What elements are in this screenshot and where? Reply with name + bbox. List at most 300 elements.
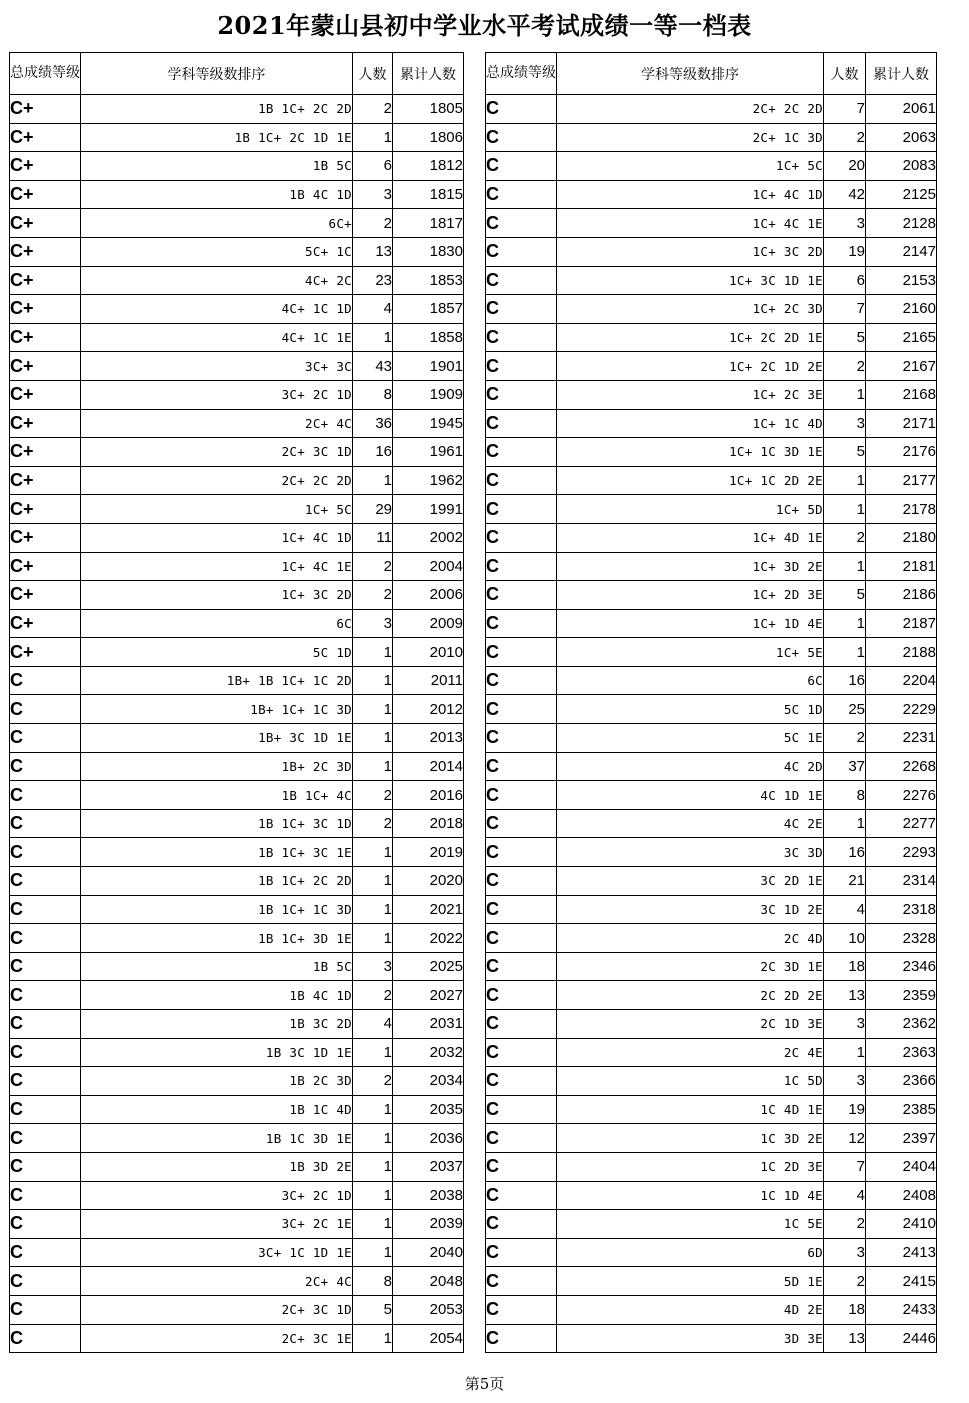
cell-grade: C+ xyxy=(10,352,81,381)
cell-grade: C+ xyxy=(10,523,81,552)
cell-grade: C+ xyxy=(10,123,81,152)
cell-count: 1 xyxy=(353,1238,393,1267)
cell-count: 3 xyxy=(353,609,393,638)
cell-count: 42 xyxy=(824,180,866,209)
cell-cumulative: 2053 xyxy=(393,1295,464,1324)
cell-combo: 1C+ 5C xyxy=(81,495,353,524)
cell-count: 4 xyxy=(824,1181,866,1210)
cell-combo: 1B 5C xyxy=(81,952,353,981)
cell-cumulative: 2176 xyxy=(866,438,937,467)
cell-combo: 1C 3D 2E xyxy=(557,1124,824,1153)
cell-count: 2 xyxy=(353,981,393,1010)
cell-grade: C xyxy=(10,1152,81,1181)
table-row xyxy=(10,1210,464,1239)
cell-combo: 6C+ xyxy=(81,209,353,238)
table-row xyxy=(486,438,937,467)
cell-grade: C+ xyxy=(10,95,81,124)
cell-grade: C xyxy=(486,638,557,667)
table-row xyxy=(486,724,937,753)
cell-grade: C xyxy=(10,1210,81,1239)
cell-count: 8 xyxy=(824,781,866,810)
cell-combo: 1B+ 1B 1C+ 1C 2D xyxy=(81,666,353,695)
table-row xyxy=(486,1295,937,1324)
cell-grade: C xyxy=(486,981,557,1010)
cell-count: 12 xyxy=(824,1124,866,1153)
table-row xyxy=(486,152,937,181)
cell-grade: C+ xyxy=(10,209,81,238)
cell-combo: 3C 2D 1E xyxy=(557,867,824,896)
cell-count: 1 xyxy=(824,380,866,409)
cell-count: 1 xyxy=(353,1324,393,1353)
cell-combo: 1B 4C 1D xyxy=(81,981,353,1010)
cell-combo: 5C 1D xyxy=(557,695,824,724)
cell-grade: C+ xyxy=(10,152,81,181)
table-row xyxy=(486,1067,937,1096)
cell-grade: C xyxy=(486,1295,557,1324)
cell-combo: 1B 1C+ 2C 1D 1E xyxy=(81,123,353,152)
cell-cumulative: 2002 xyxy=(393,523,464,552)
cell-combo: 1C+ 3C 2D xyxy=(81,581,353,610)
table-row xyxy=(486,838,937,867)
table-row xyxy=(486,495,937,524)
cell-count: 3 xyxy=(353,952,393,981)
cell-grade: C xyxy=(486,180,557,209)
cell-count: 5 xyxy=(824,581,866,610)
table-row xyxy=(486,695,937,724)
header-count: 人数 xyxy=(353,53,393,95)
cell-grade: C xyxy=(10,809,81,838)
cell-combo: 1B 1C+ 3C 1D xyxy=(81,809,353,838)
cell-cumulative: 2446 xyxy=(866,1324,937,1353)
cell-combo: 1B 1C+ 2C 2D xyxy=(81,95,353,124)
cell-count: 16 xyxy=(353,438,393,467)
cell-combo: 1C+ 2C 1D 2E xyxy=(557,352,824,381)
table-row xyxy=(10,1181,464,1210)
header-cumulative: 累计人数 xyxy=(866,53,937,95)
cell-cumulative: 2181 xyxy=(866,552,937,581)
grade-table-right xyxy=(485,52,937,1353)
cell-cumulative: 2160 xyxy=(866,295,937,324)
cell-combo: 2C 4D xyxy=(557,924,824,953)
table-row xyxy=(10,724,464,753)
cell-cumulative: 2363 xyxy=(866,1038,937,1067)
header-count: 人数 xyxy=(824,53,866,95)
cell-combo: 1C+ 4C 1D xyxy=(81,523,353,552)
page-number: 第5页 xyxy=(464,1375,505,1393)
cell-grade: C+ xyxy=(10,409,81,438)
cell-cumulative: 2167 xyxy=(866,352,937,381)
cell-grade: C xyxy=(486,495,557,524)
cell-cumulative: 2186 xyxy=(866,581,937,610)
cell-grade: C+ xyxy=(10,266,81,295)
cell-cumulative: 2268 xyxy=(866,752,937,781)
table-row xyxy=(486,1152,937,1181)
cell-grade: C xyxy=(486,466,557,495)
cell-grade: C xyxy=(10,1010,81,1039)
cell-combo: 1B 1C+ 1C 3D xyxy=(81,895,353,924)
table-row xyxy=(10,1152,464,1181)
cell-cumulative: 2385 xyxy=(866,1095,937,1124)
cell-grade: C xyxy=(486,352,557,381)
cell-combo: 1C+ 2C 3E xyxy=(557,380,824,409)
table-row xyxy=(486,295,937,324)
table-row xyxy=(10,1295,464,1324)
cell-cumulative: 2187 xyxy=(866,609,937,638)
cell-cumulative: 2020 xyxy=(393,867,464,896)
cell-count: 19 xyxy=(824,237,866,266)
cell-cumulative: 1812 xyxy=(393,152,464,181)
cell-count: 6 xyxy=(824,266,866,295)
cell-combo: 4C+ 2C xyxy=(81,266,353,295)
cell-cumulative: 2037 xyxy=(393,1152,464,1181)
table-row xyxy=(10,695,464,724)
table-row xyxy=(10,867,464,896)
cell-cumulative: 2013 xyxy=(393,724,464,753)
cell-combo: 1B 5C xyxy=(81,152,353,181)
cell-cumulative: 1815 xyxy=(393,180,464,209)
cell-combo: 5C 1D xyxy=(81,638,353,667)
cell-grade: C xyxy=(486,1124,557,1153)
cell-combo: 1C+ 2C 2D 1E xyxy=(557,323,824,352)
cell-count: 4 xyxy=(824,895,866,924)
cell-grade: C xyxy=(486,1067,557,1096)
cell-grade: C xyxy=(486,838,557,867)
cell-count: 1 xyxy=(353,867,393,896)
cell-cumulative: 2061 xyxy=(866,95,937,124)
cell-combo: 1C+ 3D 2E xyxy=(557,552,824,581)
cell-count: 2 xyxy=(353,581,393,610)
cell-combo: 1C+ 2C 3D xyxy=(557,295,824,324)
cell-combo: 2C+ 3C 1D xyxy=(81,438,353,467)
cell-count: 1 xyxy=(353,924,393,953)
table-row xyxy=(10,809,464,838)
cell-count: 1 xyxy=(353,323,393,352)
cell-count: 1 xyxy=(353,666,393,695)
table-row xyxy=(486,581,937,610)
cell-grade: C+ xyxy=(10,438,81,467)
cell-grade: C xyxy=(486,609,557,638)
table-row xyxy=(486,180,937,209)
table-row xyxy=(10,495,464,524)
cell-cumulative: 1961 xyxy=(393,438,464,467)
table-row xyxy=(486,1238,937,1267)
table-row xyxy=(486,809,937,838)
cell-grade: C xyxy=(486,1152,557,1181)
table-row xyxy=(486,1038,937,1067)
table-row xyxy=(486,1267,937,1296)
cell-grade: C xyxy=(10,1095,81,1124)
cell-combo: 1C+ 4C 1E xyxy=(557,209,824,238)
cell-count: 1 xyxy=(353,695,393,724)
table-row xyxy=(10,1124,464,1153)
cell-combo: 6C xyxy=(81,609,353,638)
cell-count: 37 xyxy=(824,752,866,781)
cell-combo: 1B 1C+ 3C 1E xyxy=(81,838,353,867)
cell-count: 2 xyxy=(824,352,866,381)
cell-combo: 3C+ 2C 1D xyxy=(81,380,353,409)
table-row xyxy=(486,323,937,352)
cell-combo: 1C+ 5D xyxy=(557,495,824,524)
cell-grade: C+ xyxy=(10,323,81,352)
cell-cumulative: 2413 xyxy=(866,1238,937,1267)
cell-count: 1 xyxy=(353,123,393,152)
table-row xyxy=(486,352,937,381)
cell-grade: C+ xyxy=(10,180,81,209)
cell-cumulative: 2010 xyxy=(393,638,464,667)
cell-combo: 5D 1E xyxy=(557,1267,824,1296)
table-row xyxy=(10,237,464,266)
cell-grade: C+ xyxy=(10,581,81,610)
cell-grade: C xyxy=(486,666,557,695)
cell-count: 3 xyxy=(824,409,866,438)
cell-combo: 1C+ 4C 1D xyxy=(557,180,824,209)
cell-combo: 2C+ 4C xyxy=(81,409,353,438)
cell-count: 7 xyxy=(824,1152,866,1181)
cell-cumulative: 2021 xyxy=(393,895,464,924)
cell-cumulative: 2012 xyxy=(393,695,464,724)
table-row xyxy=(10,1067,464,1096)
cell-count: 29 xyxy=(353,495,393,524)
cell-grade: C xyxy=(10,924,81,953)
cell-grade: C xyxy=(486,895,557,924)
cell-combo: 1C+ 5E xyxy=(557,638,824,667)
cell-count: 7 xyxy=(824,95,866,124)
cell-combo: 1B 3C 2D xyxy=(81,1010,353,1039)
cell-cumulative: 1806 xyxy=(393,123,464,152)
cell-cumulative: 2362 xyxy=(866,1010,937,1039)
cell-grade: C xyxy=(10,1267,81,1296)
table-row xyxy=(10,466,464,495)
table-row xyxy=(10,180,464,209)
table-row xyxy=(10,1038,464,1067)
cell-cumulative: 2035 xyxy=(393,1095,464,1124)
table-row xyxy=(486,981,937,1010)
table-row xyxy=(10,609,464,638)
cell-count: 13 xyxy=(824,981,866,1010)
cell-grade: C xyxy=(10,895,81,924)
table-row xyxy=(486,123,937,152)
cell-cumulative: 1817 xyxy=(393,209,464,238)
cell-combo: 3D 3E xyxy=(557,1324,824,1353)
table-row xyxy=(10,1238,464,1267)
cell-grade: C xyxy=(10,781,81,810)
cell-grade: C xyxy=(486,438,557,467)
cell-combo: 1B 1C+ 3D 1E xyxy=(81,924,353,953)
cell-count: 1 xyxy=(353,466,393,495)
cell-grade: C+ xyxy=(10,295,81,324)
cell-count: 3 xyxy=(353,180,393,209)
cell-count: 2 xyxy=(353,95,393,124)
cell-grade: C xyxy=(486,323,557,352)
cell-combo: 1B 2C 3D xyxy=(81,1067,353,1096)
cell-grade: C xyxy=(10,752,81,781)
cell-grade: C xyxy=(10,1124,81,1153)
table-row xyxy=(10,581,464,610)
cell-count: 23 xyxy=(353,266,393,295)
table-row xyxy=(10,895,464,924)
cell-cumulative: 1945 xyxy=(393,409,464,438)
cell-combo: 1B 3D 2E xyxy=(81,1152,353,1181)
header-cumulative: 累计人数 xyxy=(393,53,464,95)
cell-grade: C xyxy=(486,95,557,124)
cell-count: 4 xyxy=(353,295,393,324)
cell-combo: 6C xyxy=(557,666,824,695)
cell-grade: C xyxy=(10,1324,81,1353)
cell-combo: 3C+ 1C 1D 1E xyxy=(81,1238,353,1267)
cell-cumulative: 2018 xyxy=(393,809,464,838)
header-grade: 总成绩等级 xyxy=(486,53,557,95)
cell-count: 1 xyxy=(824,466,866,495)
cell-grade: C xyxy=(486,695,557,724)
cell-combo: 6D xyxy=(557,1238,824,1267)
cell-cumulative: 2359 xyxy=(866,981,937,1010)
cell-combo: 4C+ 1C 1E xyxy=(81,323,353,352)
cell-grade: C xyxy=(486,237,557,266)
cell-count: 3 xyxy=(824,1067,866,1096)
cell-cumulative: 2016 xyxy=(393,781,464,810)
cell-combo: 3C+ 2C 1D xyxy=(81,1181,353,1210)
cell-count: 1 xyxy=(353,838,393,867)
cell-count: 2 xyxy=(353,209,393,238)
cell-count: 3 xyxy=(824,209,866,238)
table-row xyxy=(10,666,464,695)
cell-count: 18 xyxy=(824,1295,866,1324)
cell-combo: 1C+ 2D 3E xyxy=(557,581,824,610)
cell-combo: 4D 2E xyxy=(557,1295,824,1324)
cell-combo: 1C 5E xyxy=(557,1210,824,1239)
cell-combo: 2C+ 1C 3D xyxy=(557,123,824,152)
cell-count: 2 xyxy=(824,724,866,753)
cell-grade: C+ xyxy=(10,609,81,638)
table-row xyxy=(10,438,464,467)
cell-count: 2 xyxy=(353,809,393,838)
table-row xyxy=(486,523,937,552)
cell-count: 1 xyxy=(353,638,393,667)
cell-count: 1 xyxy=(353,1210,393,1239)
cell-grade: C+ xyxy=(10,495,81,524)
cell-combo: 1C 5D xyxy=(557,1067,824,1096)
cell-count: 1 xyxy=(824,638,866,667)
table-row xyxy=(486,924,937,953)
cell-combo: 2C+ 3C 1E xyxy=(81,1324,353,1353)
cell-combo: 4C 1D 1E xyxy=(557,781,824,810)
table-row xyxy=(10,152,464,181)
cell-cumulative: 2031 xyxy=(393,1010,464,1039)
cell-count: 8 xyxy=(353,1267,393,1296)
cell-combo: 2C+ 4C xyxy=(81,1267,353,1296)
cell-combo: 1C+ 1D 4E xyxy=(557,609,824,638)
cell-grade: C xyxy=(486,1324,557,1353)
cell-grade: C xyxy=(486,1238,557,1267)
table-header-row xyxy=(486,53,937,95)
cell-combo: 1B 1C 4D xyxy=(81,1095,353,1124)
header-combo: 学科等级数排序 xyxy=(557,53,824,95)
cell-count: 1 xyxy=(353,1038,393,1067)
cell-grade: C xyxy=(10,724,81,753)
cell-cumulative: 2397 xyxy=(866,1124,937,1153)
cell-grade: C+ xyxy=(10,237,81,266)
table-row xyxy=(10,209,464,238)
cell-grade: C xyxy=(486,752,557,781)
cell-grade: C xyxy=(486,552,557,581)
cell-grade: C xyxy=(486,266,557,295)
cell-cumulative: 2009 xyxy=(393,609,464,638)
cell-grade: C xyxy=(10,1238,81,1267)
cell-cumulative: 2153 xyxy=(866,266,937,295)
table-row xyxy=(10,838,464,867)
cell-count: 25 xyxy=(824,695,866,724)
table-row xyxy=(10,952,464,981)
cell-grade: C xyxy=(486,209,557,238)
cell-combo: 4C+ 1C 1D xyxy=(81,295,353,324)
cell-cumulative: 2408 xyxy=(866,1181,937,1210)
cell-count: 1 xyxy=(824,809,866,838)
cell-cumulative: 2180 xyxy=(866,523,937,552)
cell-cumulative: 1909 xyxy=(393,380,464,409)
cell-cumulative: 1962 xyxy=(393,466,464,495)
cell-combo: 2C+ 2C 2D xyxy=(557,95,824,124)
table-header-row xyxy=(10,53,464,95)
table-row xyxy=(10,523,464,552)
cell-count: 1 xyxy=(353,1152,393,1181)
cell-combo: 2C+ 3C 1D xyxy=(81,1295,353,1324)
cell-grade: C xyxy=(486,123,557,152)
cell-grade: C+ xyxy=(10,638,81,667)
table-row xyxy=(10,380,464,409)
cell-grade: C xyxy=(10,1038,81,1067)
table-row xyxy=(486,1095,937,1124)
table-row xyxy=(10,323,464,352)
cell-combo: 4C 2D xyxy=(557,752,824,781)
cell-combo: 3C 3D xyxy=(557,838,824,867)
page-title: 2021年蒙山县初中学业水平考试成绩一等一档表 xyxy=(217,11,752,40)
cell-count: 21 xyxy=(824,867,866,896)
cell-grade: C xyxy=(486,1181,557,1210)
cell-cumulative: 1805 xyxy=(393,95,464,124)
cell-count: 1 xyxy=(824,1038,866,1067)
cell-grade: C xyxy=(486,1210,557,1239)
cell-combo: 1C 4D 1E xyxy=(557,1095,824,1124)
cell-cumulative: 2404 xyxy=(866,1152,937,1181)
cell-cumulative: 2032 xyxy=(393,1038,464,1067)
table-row xyxy=(486,1124,937,1153)
cell-combo: 1C 2D 3E xyxy=(557,1152,824,1181)
cell-grade: C xyxy=(10,867,81,896)
cell-count: 11 xyxy=(353,523,393,552)
table-row xyxy=(10,924,464,953)
cell-combo: 1C+ 1C 4D xyxy=(557,409,824,438)
table-row xyxy=(486,409,937,438)
cell-cumulative: 2027 xyxy=(393,981,464,1010)
table-row xyxy=(10,352,464,381)
cell-grade: C xyxy=(486,809,557,838)
cell-cumulative: 2011 xyxy=(393,666,464,695)
table-row xyxy=(486,266,937,295)
cell-cumulative: 2038 xyxy=(393,1181,464,1210)
cell-count: 16 xyxy=(824,838,866,867)
table-row xyxy=(486,95,937,124)
table-row xyxy=(486,466,937,495)
cell-grade: C xyxy=(10,952,81,981)
table-row xyxy=(486,1181,937,1210)
table-row xyxy=(486,552,937,581)
cell-cumulative: 2054 xyxy=(393,1324,464,1353)
cell-grade: C xyxy=(486,1095,557,1124)
cell-count: 1 xyxy=(824,495,866,524)
cell-count: 2 xyxy=(824,123,866,152)
cell-count: 3 xyxy=(824,1238,866,1267)
cell-combo: 1B+ 1C+ 1C 3D xyxy=(81,695,353,724)
